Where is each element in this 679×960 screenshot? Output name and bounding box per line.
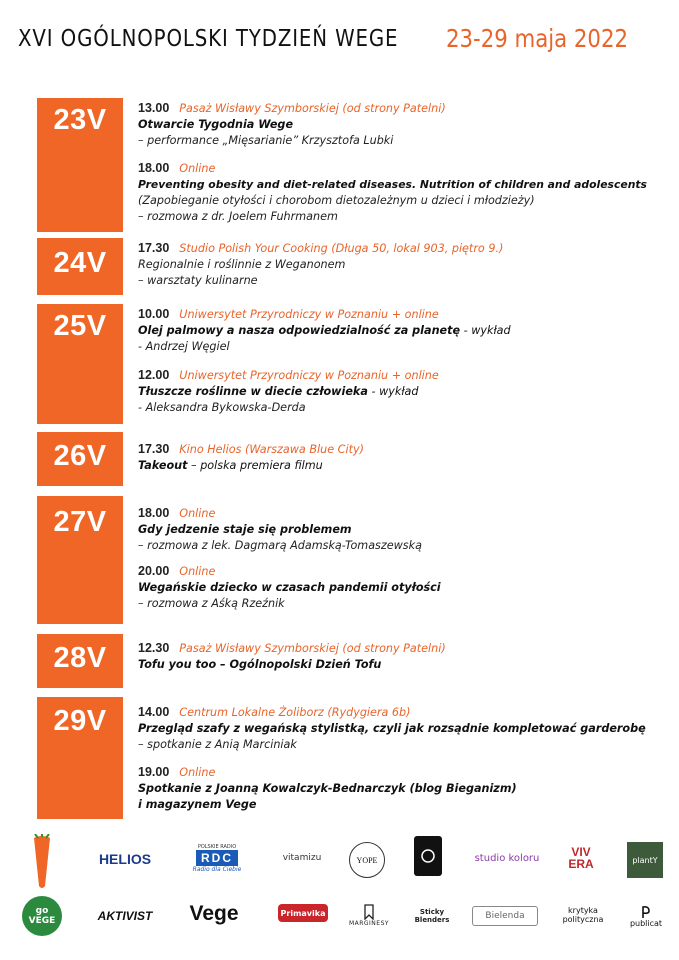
vivera-logo — [561, 842, 601, 874]
planty-text: plantY — [632, 855, 658, 865]
day-label: 27V — [53, 506, 107, 538]
event-item — [138, 100, 668, 149]
event-time: 17.30 — [138, 241, 170, 255]
event-desc: – spotkanie z Anią Marciniak — [138, 738, 297, 751]
go-vege-logo — [22, 896, 62, 936]
krytyka-text: krytyka polityczna — [562, 906, 604, 924]
polskie-radio-text: POLSKIE RADIO — [197, 843, 237, 850]
event-place: Kino Helios (Warszawa Blue City) — [179, 443, 364, 456]
event-place: Pasaż Wisławy Szymborskiej (od strony Patelni) — [179, 642, 446, 655]
day-block-26 — [37, 432, 123, 486]
studio-koloru-logo — [470, 849, 544, 867]
event-title-suffix: - wykład — [460, 324, 511, 337]
event-desc: – rozmowa z lek. Dagmarą Adamską-Tomaszewską — [138, 539, 422, 552]
event-time: 12.30 — [138, 641, 170, 655]
event-item — [138, 704, 668, 753]
event-title: Przegląd szafy z wegańską stylistką, czyli jak rozsądnie kompletować garderobę — [138, 722, 646, 735]
event-item — [138, 306, 668, 355]
event-desc: Regionalnie i roślinnie z Weganonem — [138, 258, 346, 271]
helios-text: HELIOS — [98, 851, 152, 867]
event-desc: – performance „Mięsarianie” Krzysztofa Lubki — [138, 134, 394, 147]
day-block-27 — [37, 496, 123, 624]
event-desc: – rozmowa z dr. Joelem Fuhrmanem — [138, 210, 338, 223]
vege-text: Vege — [189, 902, 239, 925]
event-time: 18.00 — [138, 506, 170, 520]
event-item — [138, 640, 668, 673]
go-vege-text: go VEGE — [28, 906, 56, 926]
event-place: Uniwersytet Przyrodniczy w Poznaniu + online — [179, 369, 439, 382]
vege-magazine-logo — [180, 900, 248, 928]
sponsor-logos — [0, 832, 679, 960]
event-title: Wegańskie dziecko w czasach pandemii otyłości — [138, 581, 441, 594]
event-item — [138, 505, 668, 554]
aktivist-logo — [92, 906, 158, 926]
carrot-logo — [18, 832, 66, 892]
event-item — [138, 764, 668, 813]
event-desc: (Zapobieganie otyłości i chorobom dietozależnym u dzieci i młodzieży) — [138, 194, 535, 207]
day-block-23 — [37, 98, 123, 232]
event-item — [138, 441, 668, 474]
day-label: 23V — [53, 104, 107, 136]
polish-your-cooking-logo — [414, 836, 442, 876]
event-dates: 23-29 maja 2022 — [446, 24, 628, 53]
event-title-main: Tłuszcze roślinne w diecie człowieka — [138, 385, 368, 398]
event-place: Online — [179, 766, 216, 779]
sticky-blenders-text: Sticky Blenders — [414, 908, 450, 924]
page-header — [18, 26, 668, 76]
day-block-29 — [37, 697, 123, 819]
event-title — [138, 458, 668, 474]
aktivist-text: AKTIVIST — [97, 909, 153, 923]
event-time: 18.00 — [138, 161, 170, 175]
event-item — [138, 160, 668, 225]
event-title: Preventing obesity and diet-related diseases. Nutrition of children and adolescents — [138, 178, 647, 191]
event-time: 14.00 — [138, 705, 170, 719]
page-title: XVI OGÓLNOPOLSKI TYDZIEŃ WEGE — [18, 26, 399, 52]
sticky-blenders-logo — [410, 898, 454, 934]
event-title-suffix: – polska premiera filmu — [187, 459, 323, 472]
day-block-28 — [37, 634, 123, 688]
day-label: 26V — [53, 440, 107, 472]
event-title: Gdy jedzenie staje się problemem — [138, 523, 352, 536]
event-title-line2: i magazynem Vege — [138, 798, 257, 811]
vitamizu-logo — [276, 848, 328, 868]
marginesy-text: MARGINESY — [348, 919, 390, 927]
event-title: Tofu you too – Ogólnopolski Dzień Tofu — [138, 658, 382, 671]
marginesy-logo — [340, 898, 398, 932]
primavika-logo — [278, 904, 328, 922]
event-place: Centrum Lokalne Żoliborz (Rydygiera 6b) — [179, 706, 411, 719]
event-time: 19.00 — [138, 765, 170, 779]
primavika-text: Primavika — [280, 908, 326, 918]
bielenda-text: Bielenda — [485, 911, 525, 921]
yope-logo — [349, 842, 385, 878]
event-time: 10.00 — [138, 307, 170, 321]
studio-koloru-text: studio koloru — [474, 852, 540, 864]
helios-logo — [88, 848, 162, 870]
event-desc: – rozmowa z Aśką Rzeźnik — [138, 597, 285, 610]
event-time: 13.00 — [138, 101, 170, 115]
event-time: 12.00 — [138, 368, 170, 382]
event-title — [138, 384, 668, 400]
event-title — [138, 323, 668, 339]
event-item — [138, 240, 668, 289]
krytyka-polityczna-logo — [554, 902, 612, 928]
day-block-25 — [37, 304, 123, 424]
event-title-main: Olej palmowy a nasza odpowiedzialność za planetę — [138, 324, 461, 337]
event-place: Pasaż Wisławy Szymborskiej (od strony Patelni) — [179, 102, 446, 115]
rdc-slogan: Radio dla Ciebie — [192, 865, 242, 873]
event-title-main: Takeout — [138, 459, 188, 472]
event-title: Spotkanie z Joanną Kowalczyk-Bednarczyk (blog Bieganizm) — [138, 782, 517, 795]
bielenda-logo — [472, 906, 538, 926]
planty-logo — [627, 842, 663, 878]
event-desc: – warsztaty kulinarne — [138, 274, 258, 287]
publicat-text: publicat — [629, 918, 663, 928]
event-place: Online — [179, 565, 216, 578]
rdc-logo — [186, 836, 248, 880]
event-desc: - Aleksandra Bykowska-Derda — [138, 401, 306, 414]
rdc-text: RDC — [196, 850, 238, 866]
vitamizu-text: vitamizu — [282, 853, 322, 863]
event-time: 20.00 — [138, 564, 170, 578]
day-label: 29V — [53, 705, 107, 737]
event-title-suffix: - wykład — [367, 385, 419, 398]
event-place: Studio Polish Your Cooking (Długa 50, lokal 903, piętro 9.) — [179, 242, 504, 255]
yope-text: YOPE — [356, 855, 378, 865]
event-time: 17.30 — [138, 442, 170, 456]
event-place: Online — [179, 507, 216, 520]
vivera-text: VIV ERA — [568, 845, 594, 871]
day-label: 24V — [53, 247, 107, 279]
day-label: 28V — [53, 642, 107, 674]
publicat-logo — [624, 898, 668, 934]
event-place: Uniwersytet Przyrodniczy w Poznaniu + online — [179, 308, 439, 321]
day-label: 25V — [53, 310, 107, 342]
event-item — [138, 367, 668, 416]
event-desc: - Andrzej Węgiel — [138, 340, 230, 353]
event-title: Otwarcie Tygodnia Wege — [138, 118, 294, 131]
event-item — [138, 563, 668, 612]
event-place: Online — [179, 162, 216, 175]
day-block-24 — [37, 238, 123, 295]
